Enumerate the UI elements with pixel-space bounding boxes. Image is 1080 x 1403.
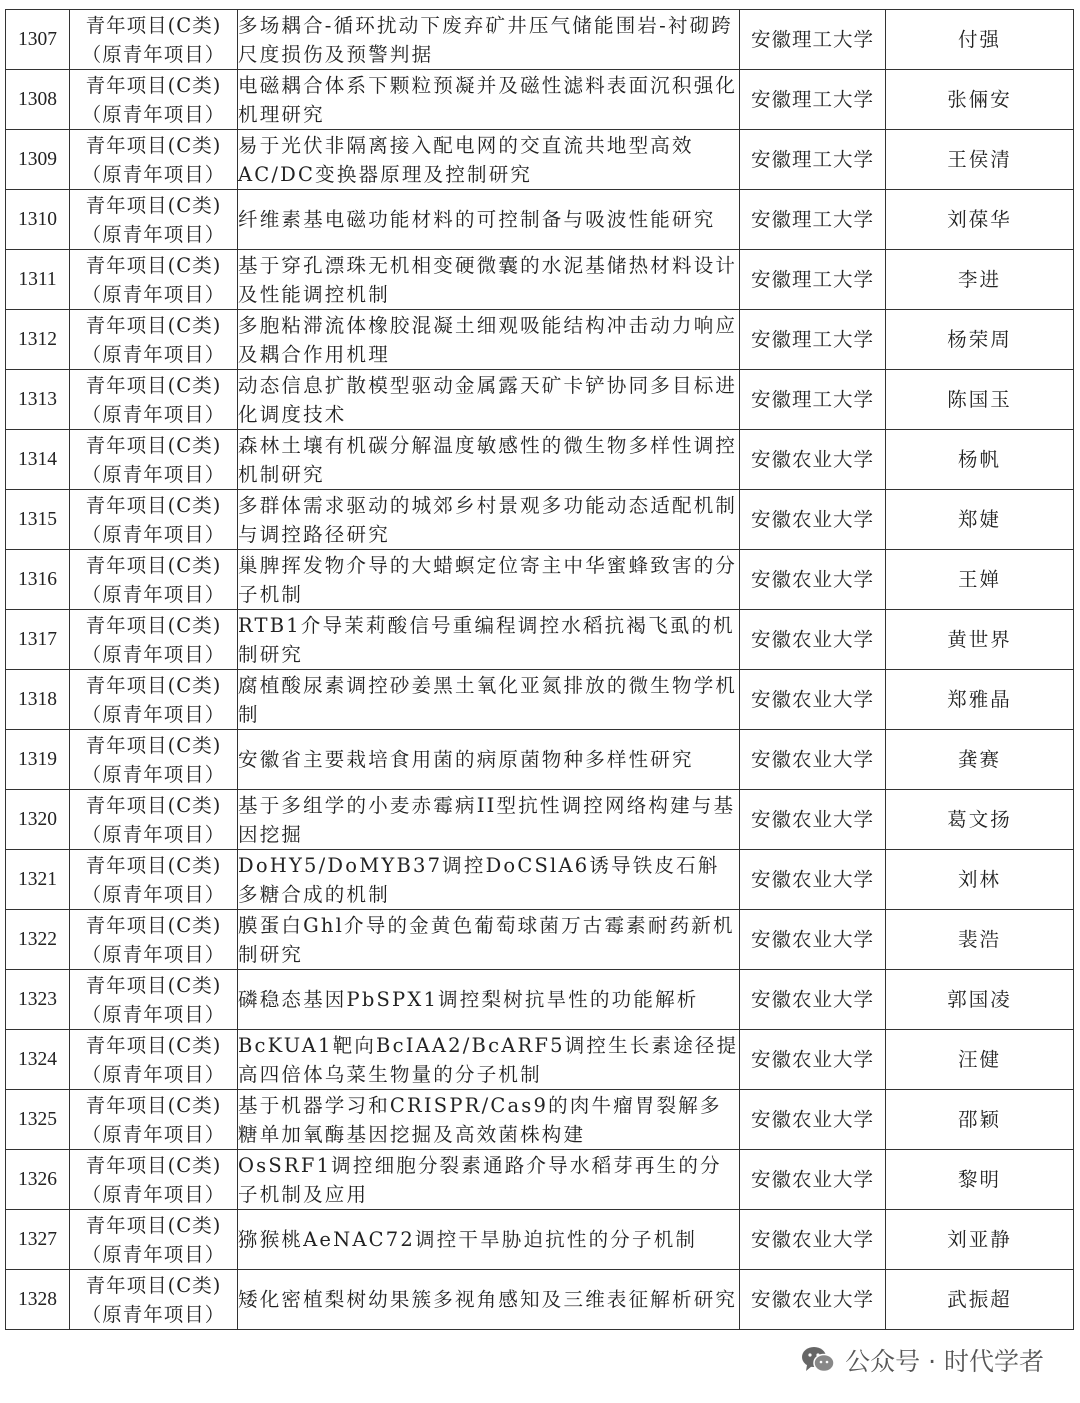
- category-line-1: 青年项目(C类): [85, 853, 222, 877]
- table-row: [6, 190, 1074, 250]
- principal-investigator: 汪健: [886, 1030, 1074, 1090]
- category-line-2: （原青年项目）: [81, 1062, 226, 1086]
- project-title: 多群体需求驱动的城郊乡村景观多功能动态适配机制与调控路径研究: [238, 490, 740, 550]
- wechat-icon: [801, 1345, 835, 1375]
- category-line-1: 青年项目(C类): [85, 973, 222, 997]
- project-title: 巢脾挥发物介导的大蜡螟定位寄主中华蜜蜂致害的分子机制: [238, 550, 740, 610]
- project-table-body: [6, 10, 1074, 1330]
- category-line-2: （原青年项目）: [81, 762, 226, 786]
- category-line-2: （原青年项目）: [81, 942, 226, 966]
- category-line-2: （原青年项目）: [81, 42, 226, 66]
- category-line-1: 青年项目(C类): [85, 673, 222, 697]
- project-title: 腐植酸尿素调控砂姜黑土氧化亚氮排放的微生物学机制: [238, 670, 740, 730]
- category-line-2: （原青年项目）: [81, 282, 226, 306]
- institution: 安徽农业大学: [740, 1270, 886, 1330]
- principal-investigator: 黎明: [886, 1150, 1074, 1210]
- institution: 安徽理工大学: [740, 370, 886, 430]
- project-number: 1311: [6, 250, 70, 310]
- category-line-1: 青年项目(C类): [85, 73, 222, 97]
- project-category: [70, 970, 238, 1030]
- project-category: [70, 670, 238, 730]
- watermark: [801, 1342, 1044, 1378]
- principal-investigator: 郑婕: [886, 490, 1074, 550]
- project-category: [70, 250, 238, 310]
- institution: 安徽农业大学: [740, 1090, 886, 1150]
- project-number: 1325: [6, 1090, 70, 1150]
- project-title: 矮化密植梨树幼果簇多视角感知及三维表征解析研究: [238, 1270, 740, 1330]
- category-line-1: 青年项目(C类): [85, 1213, 222, 1237]
- principal-investigator: 刘亚静: [886, 1210, 1074, 1270]
- project-number: 1321: [6, 850, 70, 910]
- category-line-1: 青年项目(C类): [85, 613, 222, 637]
- category-line-1: 青年项目(C类): [85, 133, 222, 157]
- institution: 安徽农业大学: [740, 790, 886, 850]
- table-row: [6, 10, 1074, 70]
- principal-investigator: 杨帆: [886, 430, 1074, 490]
- category-line-1: 青年项目(C类): [85, 1153, 222, 1177]
- project-category: [70, 610, 238, 670]
- principal-investigator: 杨荣周: [886, 310, 1074, 370]
- category-line-2: （原青年项目）: [81, 642, 226, 666]
- institution: 安徽农业大学: [740, 1030, 886, 1090]
- project-title: 多胞粘滞流体橡胶混凝土细观吸能结构冲击动力响应及耦合作用机理: [238, 310, 740, 370]
- institution: 安徽农业大学: [740, 550, 886, 610]
- table-row: [6, 670, 1074, 730]
- project-number: 1328: [6, 1270, 70, 1330]
- institution: 安徽理工大学: [740, 250, 886, 310]
- principal-investigator: 王侯清: [886, 130, 1074, 190]
- category-line-2: （原青年项目）: [81, 1182, 226, 1206]
- category-line-1: 青年项目(C类): [85, 313, 222, 337]
- table-row: [6, 730, 1074, 790]
- project-title: 森林土壤有机碳分解温度敏感性的微生物多样性调控机制研究: [238, 430, 740, 490]
- table-row: [6, 910, 1074, 970]
- category-line-2: （原青年项目）: [81, 882, 226, 906]
- project-title: 猕猴桃AeNAC72调控干旱胁迫抗性的分子机制: [238, 1210, 740, 1270]
- category-line-2: （原青年项目）: [81, 1122, 226, 1146]
- institution: 安徽农业大学: [740, 970, 886, 1030]
- project-category: [70, 430, 238, 490]
- category-line-1: 青年项目(C类): [85, 1093, 222, 1117]
- category-line-1: 青年项目(C类): [85, 793, 222, 817]
- project-category: [70, 70, 238, 130]
- project-title: 纤维素基电磁功能材料的可控制备与吸波性能研究: [238, 190, 740, 250]
- project-number: 1320: [6, 790, 70, 850]
- project-category: [70, 850, 238, 910]
- category-line-2: （原青年项目）: [81, 342, 226, 366]
- institution: 安徽农业大学: [740, 850, 886, 910]
- table-row: [6, 970, 1074, 1030]
- project-title: 多场耦合-循环扰动下废弃矿井压气储能围岩-衬砌跨尺度损伤及预警判据: [238, 10, 740, 70]
- institution: 安徽农业大学: [740, 610, 886, 670]
- institution: 安徽理工大学: [740, 10, 886, 70]
- project-category: [70, 490, 238, 550]
- project-number: 1319: [6, 730, 70, 790]
- table-row: [6, 1210, 1074, 1270]
- category-line-2: （原青年项目）: [81, 522, 226, 546]
- principal-investigator: 刘林: [886, 850, 1074, 910]
- project-title: 易于光伏非隔离接入配电网的交直流共地型高效AC/DC变换器原理及控制研究: [238, 130, 740, 190]
- project-number: 1326: [6, 1150, 70, 1210]
- project-category: [70, 730, 238, 790]
- project-title: BcKUA1靶向BcIAA2/BcARF5调控生长素途径提高四倍体乌菜生物量的分子机制: [238, 1030, 740, 1090]
- project-title: 动态信息扩散模型驱动金属露天矿卡铲协同多目标进化调度技术: [238, 370, 740, 430]
- principal-investigator: 黄世界: [886, 610, 1074, 670]
- table-row: [6, 490, 1074, 550]
- category-line-2: （原青年项目）: [81, 462, 226, 486]
- table-row: [6, 130, 1074, 190]
- project-title: 基于机器学习和CRISPR/Cas9的肉牛瘤胃裂解多糖单加氧酶基因挖掘及高效菌株构建: [238, 1090, 740, 1150]
- table-row: [6, 370, 1074, 430]
- category-line-1: 青年项目(C类): [85, 493, 222, 517]
- project-category: [70, 1210, 238, 1270]
- project-number: 1314: [6, 430, 70, 490]
- principal-investigator: 陈国玉: [886, 370, 1074, 430]
- project-number: 1310: [6, 190, 70, 250]
- category-line-1: 青年项目(C类): [85, 193, 222, 217]
- table-row: [6, 610, 1074, 670]
- project-number: 1317: [6, 610, 70, 670]
- table-row: [6, 430, 1074, 490]
- category-line-1: 青年项目(C类): [85, 253, 222, 277]
- project-number: 1307: [6, 10, 70, 70]
- table-row: [6, 310, 1074, 370]
- project-title: 基于穿孔漂珠无机相变硬微囊的水泥基储热材料设计及性能调控机制: [238, 250, 740, 310]
- table-row: [6, 850, 1074, 910]
- principal-investigator: 刘葆华: [886, 190, 1074, 250]
- principal-investigator: 武振超: [886, 1270, 1074, 1330]
- category-line-1: 青年项目(C类): [85, 433, 222, 457]
- category-line-1: 青年项目(C类): [85, 13, 222, 37]
- principal-investigator: 龚赛: [886, 730, 1074, 790]
- project-title: 基于多组学的小麦赤霉病II型抗性调控网络构建与基因挖掘: [238, 790, 740, 850]
- category-line-2: （原青年项目）: [81, 1242, 226, 1266]
- institution: 安徽理工大学: [740, 70, 886, 130]
- table-row: [6, 1270, 1074, 1330]
- category-line-2: （原青年项目）: [81, 162, 226, 186]
- project-number: 1327: [6, 1210, 70, 1270]
- project-title: 电磁耦合体系下颗粒预凝并及磁性滤料表面沉积强化机理研究: [238, 70, 740, 130]
- project-number: 1316: [6, 550, 70, 610]
- project-number: 1313: [6, 370, 70, 430]
- table-row: [6, 1030, 1074, 1090]
- institution: 安徽农业大学: [740, 910, 886, 970]
- project-category: [70, 550, 238, 610]
- category-line-1: 青年项目(C类): [85, 733, 222, 757]
- project-category: [70, 190, 238, 250]
- project-category: [70, 130, 238, 190]
- table-row: [6, 70, 1074, 130]
- project-title: 磷稳态基因PbSPX1调控梨树抗旱性的功能解析: [238, 970, 740, 1030]
- institution: 安徽农业大学: [740, 490, 886, 550]
- project-title: 安徽省主要栽培食用菌的病原菌物种多样性研究: [238, 730, 740, 790]
- project-table: [5, 9, 1074, 1330]
- category-line-2: （原青年项目）: [81, 102, 226, 126]
- principal-investigator: 郑雅晶: [886, 670, 1074, 730]
- project-number: 1308: [6, 70, 70, 130]
- category-line-2: （原青年项目）: [81, 822, 226, 846]
- watermark-text: 公众号 · 时代学者: [845, 1347, 1044, 1376]
- institution: 安徽农业大学: [740, 430, 886, 490]
- category-line-1: 青年项目(C类): [85, 1033, 222, 1057]
- table-row: [6, 250, 1074, 310]
- project-category: [70, 910, 238, 970]
- institution: 安徽理工大学: [740, 190, 886, 250]
- principal-investigator: 张倆安: [886, 70, 1074, 130]
- table-row: [6, 1090, 1074, 1150]
- project-number: 1309: [6, 130, 70, 190]
- principal-investigator: 邵颖: [886, 1090, 1074, 1150]
- project-title: RTB1介导茉莉酸信号重编程调控水稻抗褐飞虱的机制研究: [238, 610, 740, 670]
- project-title: 膜蛋白Ghl介导的金黄色葡萄球菌万古霉素耐药新机制研究: [238, 910, 740, 970]
- institution: 安徽理工大学: [740, 130, 886, 190]
- project-title: DoHY5/DoMYB37调控DoCSlA6诱导铁皮石斛多糖合成的机制: [238, 850, 740, 910]
- category-line-1: 青年项目(C类): [85, 373, 222, 397]
- table-row: [6, 550, 1074, 610]
- institution: 安徽农业大学: [740, 730, 886, 790]
- institution: 安徽理工大学: [740, 310, 886, 370]
- institution: 安徽农业大学: [740, 670, 886, 730]
- principal-investigator: 郭国凌: [886, 970, 1074, 1030]
- project-number: 1323: [6, 970, 70, 1030]
- project-number: 1318: [6, 670, 70, 730]
- project-category: [70, 1090, 238, 1150]
- table-row: [6, 790, 1074, 850]
- category-line-1: 青年项目(C类): [85, 913, 222, 937]
- project-number: 1315: [6, 490, 70, 550]
- category-line-1: 青年项目(C类): [85, 1273, 222, 1297]
- principal-investigator: 付强: [886, 10, 1074, 70]
- project-number: 1324: [6, 1030, 70, 1090]
- project-category: [70, 790, 238, 850]
- institution: 安徽农业大学: [740, 1150, 886, 1210]
- project-category: [70, 1270, 238, 1330]
- project-number: 1312: [6, 310, 70, 370]
- project-category: [70, 370, 238, 430]
- principal-investigator: 葛文扬: [886, 790, 1074, 850]
- category-line-2: （原青年项目）: [81, 402, 226, 426]
- category-line-1: 青年项目(C类): [85, 553, 222, 577]
- table-row: [6, 1150, 1074, 1210]
- project-title: OsSRF1调控细胞分裂素通路介导水稻芽再生的分子机制及应用: [238, 1150, 740, 1210]
- category-line-2: （原青年项目）: [81, 702, 226, 726]
- institution: 安徽农业大学: [740, 1210, 886, 1270]
- project-category: [70, 1030, 238, 1090]
- category-line-2: （原青年项目）: [81, 582, 226, 606]
- principal-investigator: 裴浩: [886, 910, 1074, 970]
- category-line-2: （原青年项目）: [81, 1002, 226, 1026]
- category-line-2: （原青年项目）: [81, 222, 226, 246]
- category-line-2: （原青年项目）: [81, 1302, 226, 1326]
- project-category: [70, 1150, 238, 1210]
- principal-investigator: 王婵: [886, 550, 1074, 610]
- project-number: 1322: [6, 910, 70, 970]
- project-category: [70, 10, 238, 70]
- project-category: [70, 310, 238, 370]
- principal-investigator: 李进: [886, 250, 1074, 310]
